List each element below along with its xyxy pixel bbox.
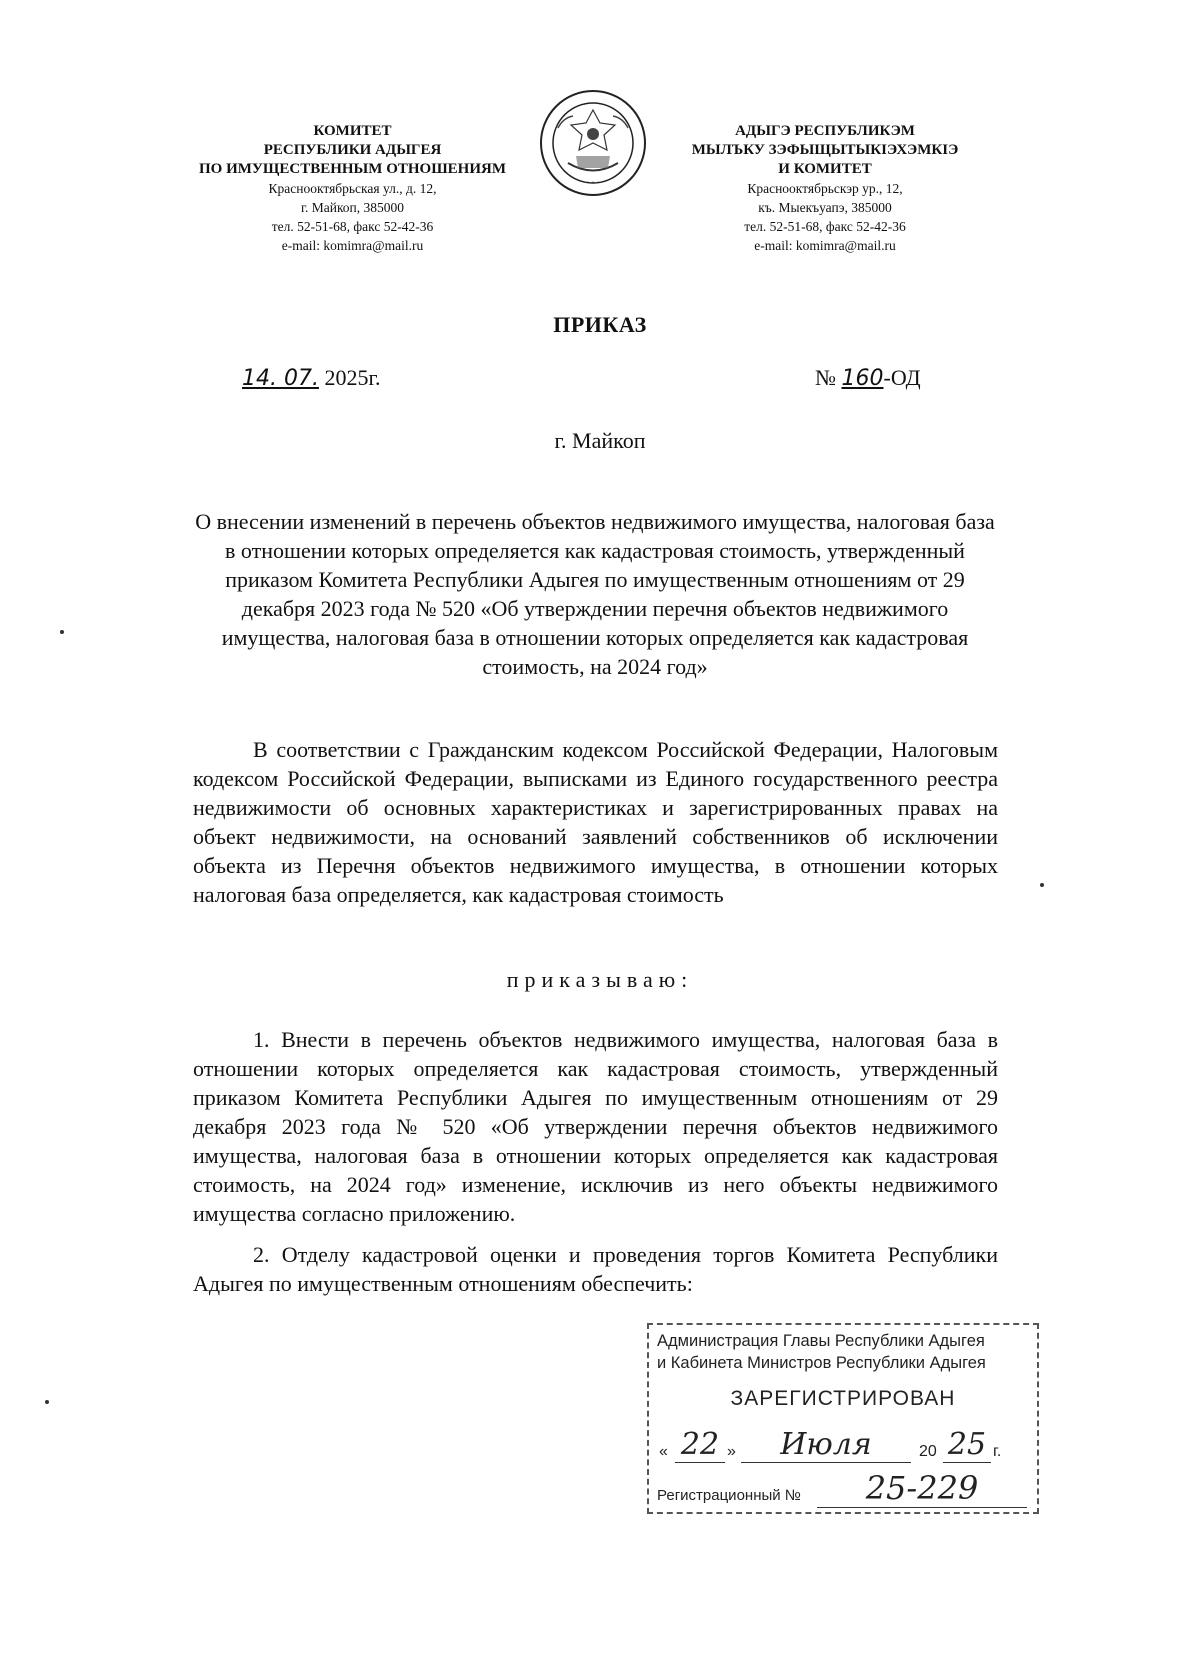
header-left (180, 122, 525, 255)
org-email: e-mail: komimra@mail.ru (281, 238, 424, 253)
document-number (815, 365, 921, 391)
number-suffix: -ОД (883, 365, 921, 390)
org-name-line1: КОМИТЕТ (313, 123, 392, 139)
date-year: 2025г. (324, 365, 381, 390)
document-subject: О внесении изменений в перечень объектов недвижимого имущества, налоговая база в отношении которых определяется как кадастровая стоимость, утвержденный приказом Комитета Республики Адыгея по имущественным отношениям от 29 декабря 2023 года № 520 «Об утверждении перечня объектов недвижимого имущества, налоговая база в отношении которых определяется как кадастровая стоимость, на 2024 год» (195, 509, 995, 679)
org-name-line3: ПО ИМУЩЕСТВЕННЫМ ОТНОШЕНИЯМ (198, 161, 507, 177)
stamp-month: Июля (741, 1427, 911, 1463)
org-address: Краснооктябрьская ул., д. 12, (268, 181, 437, 196)
org-name-adyghe-line2: МЫЛЪКУ ЗЭФЫЩЫТЫКIЭХЭМКIЭ (691, 142, 959, 158)
document-date (242, 365, 381, 391)
org-address-adyghe: Краснооктябрьскэр ур., 12, (747, 181, 903, 196)
scan-speck (45, 1400, 49, 1404)
org-phone-adyghe: тел. 52-51-68, факс 52-42-36 (744, 219, 906, 234)
stamp-quote-close: » (727, 1443, 736, 1460)
handwritten-number: 160 (841, 366, 884, 391)
stamp-status: ЗАРЕГИСТРИРОВАН (730, 1387, 956, 1410)
stamp-date-row (657, 1429, 1029, 1465)
registration-stamp (647, 1323, 1039, 1514)
stamp-quote-open: « (659, 1443, 668, 1460)
document-title: ПРИКАЗ (553, 312, 647, 337)
stamp-year-end: г. (993, 1443, 1002, 1460)
scan-speck (60, 630, 64, 634)
svg-text:· · ·: · · · (586, 178, 600, 187)
org-name-adyghe-line1: АДЫГЭ РЕСПУБЛИКЭМ (735, 123, 915, 139)
org-name-adyghe-line3: И КОМИТЕТ (778, 161, 872, 177)
scan-speck (1040, 883, 1044, 887)
org-city: г. Майкоп, 385000 (300, 200, 405, 215)
document-city: г. Майкоп (554, 428, 646, 453)
order-item-1: 1. Внести в перечень объектов недвижимого имущества, налоговая база в отношении которых определяется как кадастровая стоимость, утвержденный приказом Комитета Республики Адыгея по имущественным отношениям от 29 декабря 2023 года № 520 «Об утверждении перечня объектов недвижимого имущества, налоговая база в отношении которых определяется как кадастровая стоимость, на 2024 год» изменение, исключив из него объекты недвижимого имущества согласно приложению. (193, 1027, 998, 1226)
org-phone: тел. 52-51-68, факс 52-42-36 (271, 219, 434, 234)
coat-of-arms-icon (538, 88, 648, 198)
stamp-year-prefix: 20 (919, 1443, 937, 1460)
stamp-regno-label: Регистрационный № (657, 1487, 801, 1504)
stamp-regno: 25-229 (817, 1469, 1027, 1508)
org-city-adyghe: къ. Мыекъуапэ, 385000 (758, 200, 892, 215)
number-sign: № (815, 365, 836, 390)
order-word: приказываю: (506, 967, 694, 992)
stamp-authority-line1: Администрация Главы Республики Адыгея (657, 1332, 985, 1350)
header-right (660, 122, 990, 255)
org-name-line2: РЕСПУБЛИКИ АДЫГЕЯ (263, 142, 442, 158)
stamp-year-suffix: 25 (943, 1427, 991, 1463)
order-item-2: 2. Отделу кадастровой оценки и проведения торгов Комитета Республики Адыгея по имущественным отношениям обеспечить: (193, 1242, 998, 1296)
document-preamble: В соответствии с Гражданским кодексом Российской Федерации, Налоговым кодексом Российской Федерации, выписками из Единого государственного реестра недвижимости об основных характеристиках и зарегистрированных правах на объект недвижимости, на оснований заявлений собственников об исключении объекта из Перечня объектов недвижимого имущества, в отношении которых налоговая база определяется, как кадастровая стоимость (193, 737, 998, 907)
stamp-day: 22 (675, 1427, 725, 1463)
handwritten-date: 14. 07. (242, 366, 319, 391)
stamp-regno-row (657, 1469, 1029, 1507)
org-email-adyghe: e-mail: komimra@mail.ru (754, 238, 896, 253)
stamp-authority-line2: и Кабинета Министров Республики Адыгея (657, 1354, 986, 1372)
